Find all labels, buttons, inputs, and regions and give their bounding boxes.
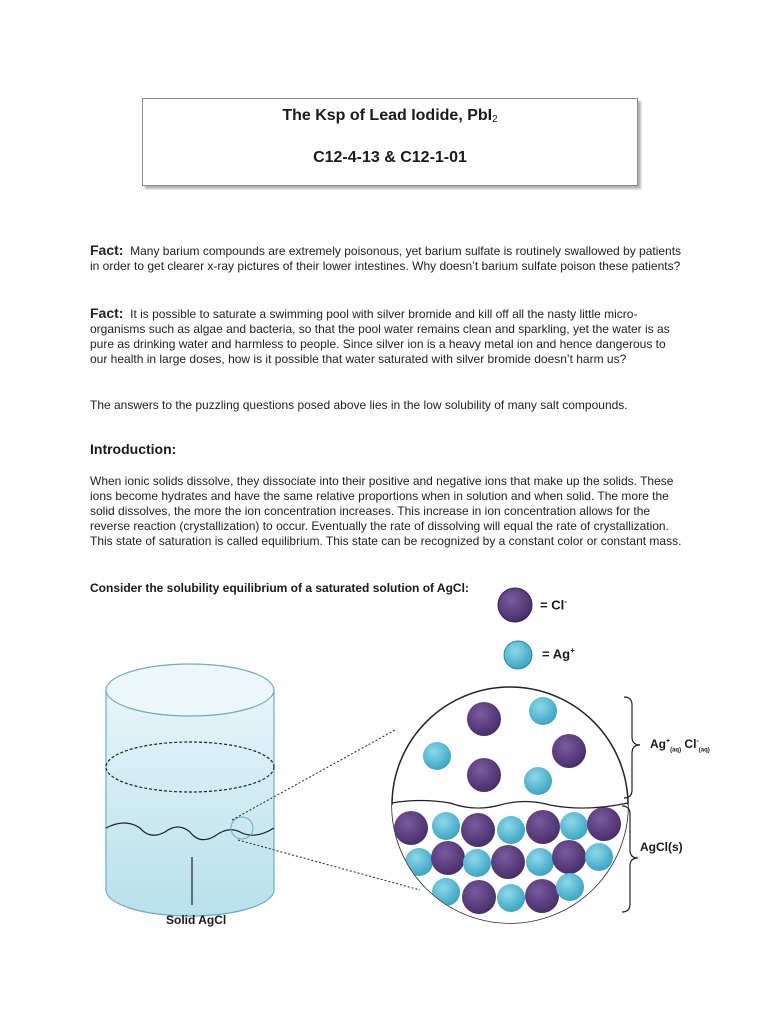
- beaker-label: Solid AgCl: [166, 913, 227, 927]
- title-text: The Ksp of Lead Iodide, PbI: [282, 107, 493, 124]
- fact-label: Fact:: [90, 305, 124, 321]
- beaker: [106, 664, 274, 916]
- introduction-paragraph: When ionic solids dissolve, they dissociate into their positive and negative ions that make up the solids. These ions become hydrates and have the same relative proportions when in solution and when solid. The more the solid dissolves, the more the ion concentration increases. This increase in ion concentration allows for the reverse reaction (crystallization) to occur. Eventually the rate of dissolving will equal the rate of crystallization. This state of saturation is called equilibrium. This state can be recognized by a constant color or constant mass.: [90, 474, 682, 548]
- introduction-heading: Introduction:: [90, 441, 177, 457]
- fact-label: Fact:: [90, 242, 124, 258]
- legend-chloride-label: = Cl-: [540, 597, 567, 613]
- diagram-caption: Consider the solubility equilibrium of a saturated solution of AgCl:: [90, 581, 469, 595]
- solid-agcl-label: AgCl(s): [640, 840, 683, 854]
- legend-silver-ball: [504, 641, 532, 669]
- title-subscript: 2: [492, 114, 498, 125]
- fact-text: It is possible to saturate a swimming pool with silver bromide and kill off all the nasty little micro-organisms such as algae and bacteria, so that the pool water remains clean and sparkling, yet the water is as pure as drinking water and harmless to people. Since silver ion is a heavy metal ion and hence dangerous to our health in large doses, how is it possible that water saturated with silver bromide doesn’t harm us?: [90, 307, 670, 366]
- legend-chloride-ball: [498, 588, 532, 622]
- answer-paragraph: The answers to the puzzling questions posed above lies in the low solubility of many salt compounds.: [90, 398, 628, 412]
- legend-silver-label: = Ag+: [542, 646, 575, 662]
- course-codes: C12-4-13 & C12-1-01: [313, 149, 467, 166]
- fact-text: Many barium compounds are extremely poisonous, yet barium sulfate is routinely swallowed by patients in order to get clearer x-ray pictures of their lower intestines. Why doesn’t barium sulfate poison these patients?: [90, 244, 682, 273]
- aqueous-ions-label: $Ag^+_{(aq)}$ $Cl^-_{(aq)}$: [650, 737, 710, 754]
